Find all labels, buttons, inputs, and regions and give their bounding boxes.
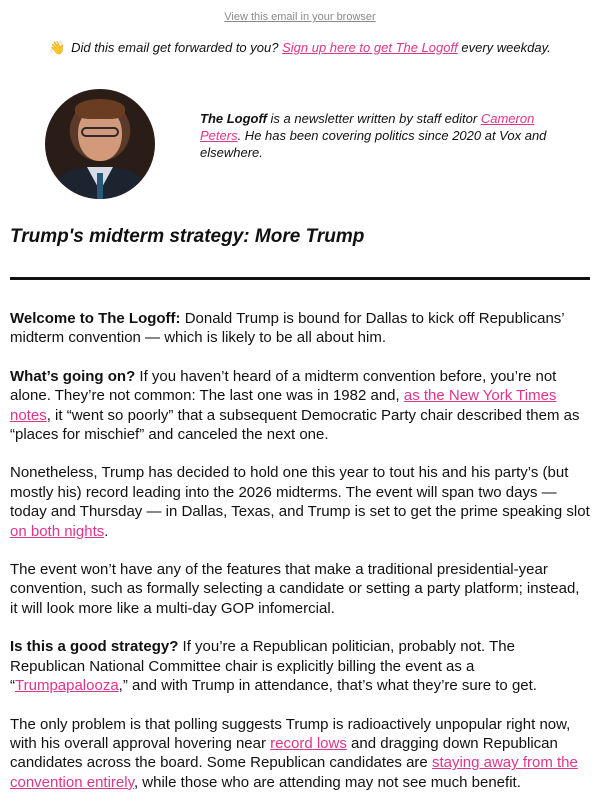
p5-lead: Is this a good strategy?: [10, 638, 179, 656]
article-body: [10, 309, 590, 792]
browser-link-row: [0, 0, 600, 25]
divider: [10, 277, 590, 280]
p5-text-b: ,” and with Trump in attendance, that’s what they’re sure to get.: [118, 677, 537, 695]
p5-text-a: If you’re a Republican politician, probably not. The Republican National Committee chair is explicitly billing the event as a “: [10, 638, 515, 695]
editor-link[interactable]: Cameron Peters: [200, 111, 535, 143]
bio-text-2: . He has been covering politics since 2020 at Vox and elsewhere.: [200, 128, 547, 160]
forward-suffix: every weekday.: [461, 40, 551, 55]
p3-text-b: .: [104, 522, 109, 540]
p3-text-a: Nonetheless, Trump has decided to hold one this year to tout his and his party’s (but mostly his) record leading into the 2026 midterms. The event will span two days — today and Thursday — in Dallas, Texas, and Trump is set to get the prime speaking slot: [10, 464, 590, 521]
bio-text-1: is a newsletter written by staff editor: [270, 111, 478, 126]
author-block: [0, 89, 600, 199]
p6-text-b: and dragging down Republican candidates across the board. Some Republican candidates are: [10, 734, 558, 772]
waving-hand-icon: 👋: [49, 40, 66, 55]
p2-lead: What’s going on?: [10, 367, 136, 385]
p1-lead: Welcome to The Logoff:: [10, 310, 181, 327]
p2-text-b: , it “went so poorly” that a subsequent Democratic Party chair described them as “places for mischief” and canceled the next one.: [10, 406, 580, 444]
author-bio: [200, 110, 570, 161]
p6-text-c: , while those who are attending may not see much benefit.: [133, 773, 521, 791]
p4-text: The event won’t have any of the features that make a traditional presidential-year convention, such as formally selecting a candidate or setting a party platform; instead, it will look more like a multi-day GOP infomercial.: [10, 561, 580, 617]
signup-link[interactable]: Sign up here to get The Logoff: [282, 40, 458, 55]
paragraph-6: [10, 715, 590, 793]
paragraph-5: [10, 637, 590, 695]
both-nights-link[interactable]: on both nights: [10, 522, 105, 540]
paragraph-1: [10, 309, 590, 348]
avatar-glasses: [81, 127, 119, 137]
p1-text: Donald Trump is bound for Dallas to kick off Republicans’ midterm convention — which is likely to be all about him.: [10, 310, 565, 347]
staying-away-link[interactable]: staying away from the convention entirely: [10, 754, 578, 791]
paragraph-3: [10, 463, 590, 541]
nyt-link[interactable]: as the New York Times notes: [10, 387, 557, 424]
trumpapalooza-link[interactable]: Trumpapalooza: [15, 677, 119, 695]
paragraph-4: [10, 560, 590, 618]
avatar-hair: [75, 99, 125, 119]
paragraph-2: [10, 367, 590, 445]
view-in-browser-link[interactable]: View this email in your browser: [224, 11, 376, 23]
forward-prefix: Did this email get forwarded to you?: [71, 40, 279, 55]
article-headline: Trump's midterm strategy: More Trump: [10, 226, 365, 247]
author-avatar: [45, 89, 155, 199]
avatar-tie: [97, 173, 103, 199]
p2-text-a: If you haven’t heard of a midterm convention before, you’re not alone. They’re not common: The last one was in 1982 and,: [10, 367, 557, 405]
newsletter-name: The Logoff: [200, 111, 267, 126]
forward-notice: [0, 40, 600, 56]
p6-text-a: The only problem is that polling suggests Trump is radioactively unpopular right now, with his overall approval hovering near: [10, 715, 571, 752]
record-lows-link[interactable]: record lows: [270, 734, 347, 752]
